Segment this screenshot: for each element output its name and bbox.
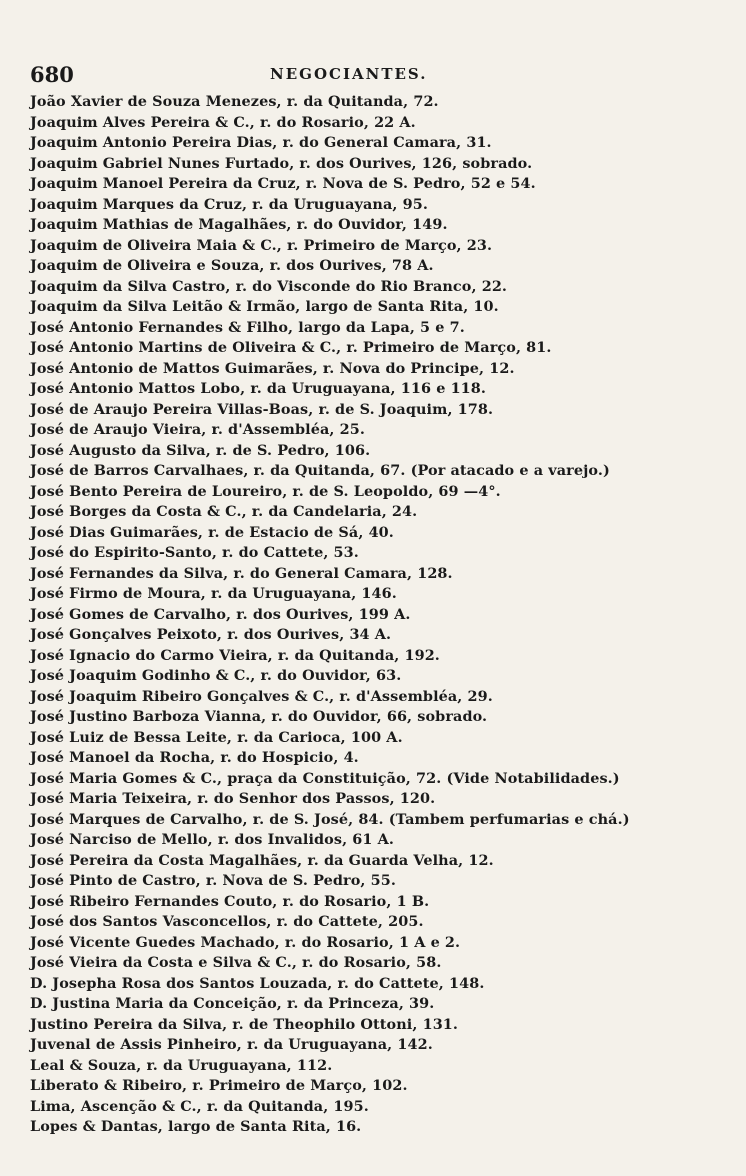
merchant-entry: D. Justina Maria da Conceição, r. da Princeza, 39. <box>30 995 435 1012</box>
merchant-entry: José Luiz de Bessa Leite, r. da Carioca, 100 A. <box>30 728 403 746</box>
merchant-entry: José Vieira da Costa e Silva & C., r. do Rosario, 58. <box>30 954 442 971</box>
merchant-entry: José Ribeiro Fernandes Couto, r. do Rosario, 1 B. <box>30 892 430 910</box>
merchant-entry: José de Araujo Vieira, r. d'Assembléa, 25. <box>30 421 365 438</box>
merchant-entry: José de Barros Carvalhaes, r. da Quitanda, 67. (Por atacado e a varejo.) <box>30 462 610 479</box>
merchant-entry: José Marques de Carvalho, r. de S. José, 84. (Tambem perfumarias e chá.) <box>30 810 630 828</box>
merchant-entry: José Antonio de Mattos Guimarães, r. Nova do Principe, 12. <box>30 359 515 377</box>
merchant-entry: Juvenal de Assis Pinheiro, r. da Uruguayana, 142. <box>30 1036 433 1053</box>
merchant-entry: Lopes & Dantas, largo de Santa Rita, 16. <box>30 1118 362 1135</box>
merchant-entry: José de Araujo Pereira Villas-Boas, r. de S. Joaquim, 178. <box>30 400 494 418</box>
merchant-entry: Joaquim Antonio Pereira Dias, r. do General Camara, 31. <box>30 134 492 151</box>
merchant-entry: José dos Santos Vasconcellos, r. do Cattete, 205. <box>30 913 424 930</box>
merchant-entry: João Xavier de Souza Menezes, r. da Quitanda, 72. <box>30 93 439 110</box>
merchant-entry: D. Josepha Rosa dos Santos Louzada, r. do Cattete, 148. <box>30 974 485 992</box>
merchant-entry: José Joaquim Godinho & C., r. do Ouvidor, 63. <box>30 667 402 684</box>
merchant-entry: José Firmo de Moura, r. da Uruguayana, 146. <box>30 585 397 602</box>
merchant-entry: Joaquim da Silva Castro, r. do Visconde do Rio Branco, 22. <box>30 277 508 295</box>
merchant-entry: Joaquim Alves Pereira & C., r. do Rosario, 22 A. <box>30 113 416 131</box>
merchant-entry: José Joaquim Ribeiro Gonçalves & C., r. d'Assembléa, 29. <box>30 687 493 705</box>
merchant-entry: Justino Pereira da Silva, r. de Theophilo Ottoni, 131. <box>30 1015 459 1033</box>
page-number: 680 <box>30 62 74 87</box>
merchant-entry: Joaquim da Silva Leitão & Irmão, largo de Santa Rita, 10. <box>30 298 499 315</box>
merchant-entry: José do Espirito-Santo, r. do Cattete, 53. <box>30 544 359 561</box>
merchant-entry: José Pinto de Castro, r. Nova de S. Pedro, 55. <box>30 872 396 889</box>
merchant-entry: José Pereira da Costa Magalhães, r. da Guarda Velha, 12. <box>30 851 494 869</box>
merchant-entry: José Vicente Guedes Machado, r. do Rosario, 1 A e 2. <box>30 933 461 951</box>
merchant-entry: José Ignacio do Carmo Vieira, r. da Quitanda, 192. <box>30 646 440 664</box>
merchant-entry: Lima, Ascenção & C., r. da Quitanda, 195. <box>30 1097 369 1115</box>
merchant-entry: José Antonio Fernandes & Filho, largo da Lapa, 5 e 7. <box>30 318 465 336</box>
merchant-entry: José Antonio Martins de Oliveira & C., r. Primeiro de Março, 81. <box>30 339 552 356</box>
merchant-entry: José Bento Pereira de Loureiro, r. de S. Leopoldo, 69 —4°. <box>30 482 501 500</box>
merchant-entry: José Dias Guimarães, r. de Estacio de Sá, 40. <box>30 523 394 541</box>
merchant-entry: Joaquim de Oliveira e Souza, r. dos Ourives, 78 A. <box>30 257 434 274</box>
merchant-entry: José Borges da Costa & C., r. da Candelaria, 24. <box>30 503 418 520</box>
merchant-entry: Joaquim Mathias de Magalhães, r. do Ouvidor, 149. <box>30 216 448 233</box>
merchant-entry: Joaquim Gabriel Nunes Furtado, r. dos Ourives, 126, sobrado. <box>30 154 533 172</box>
merchant-entry: José Justino Barboza Vianna, r. do Ouvidor, 66, sobrado. <box>30 708 488 725</box>
merchant-entry: José Narciso de Mello, r. dos Invalidos, 61 A. <box>30 831 394 848</box>
page-header <box>30 62 716 88</box>
merchant-entry: Joaquim de Oliveira Maia & C., r. Primeiro de Março, 23. <box>30 236 493 254</box>
merchant-entry: José Augusto da Silva, r. de S. Pedro, 106. <box>30 441 371 459</box>
merchant-entry: José Antonio Mattos Lobo, r. da Uruguayana, 116 e 118. <box>30 380 487 397</box>
merchant-entry: Liberato & Ribeiro, r. Primeiro de Março, 102. <box>30 1077 408 1094</box>
merchant-entry: José Manoel da Rocha, r. do Hospicio, 4. <box>30 749 359 766</box>
merchant-entry: José Gonçalves Peixoto, r. dos Ourives, 34 A. <box>30 626 392 643</box>
merchant-entry: José Gomes de Carvalho, r. dos Ourives, 199 A. <box>30 605 411 623</box>
merchant-list <box>30 92 716 1138</box>
merchant-entry: José Maria Gomes & C., praça da Constituição, 72. (Vide Notabilidades.) <box>30 769 620 787</box>
merchant-entry: Joaquim Marques da Cruz, r. da Uruguayana, 95. <box>30 195 428 213</box>
merchant-entry: Leal & Souza, r. da Uruguayana, 112. <box>30 1056 333 1074</box>
running-title: NEGOCIANTES. <box>270 65 428 83</box>
merchant-entry: Joaquim Manoel Pereira da Cruz, r. Nova de S. Pedro, 52 e 54. <box>30 175 536 192</box>
merchant-entry: José Fernandes da Silva, r. do General Camara, 128. <box>30 564 453 582</box>
merchant-entry: José Maria Teixeira, r. do Senhor dos Passos, 120. <box>30 790 436 807</box>
